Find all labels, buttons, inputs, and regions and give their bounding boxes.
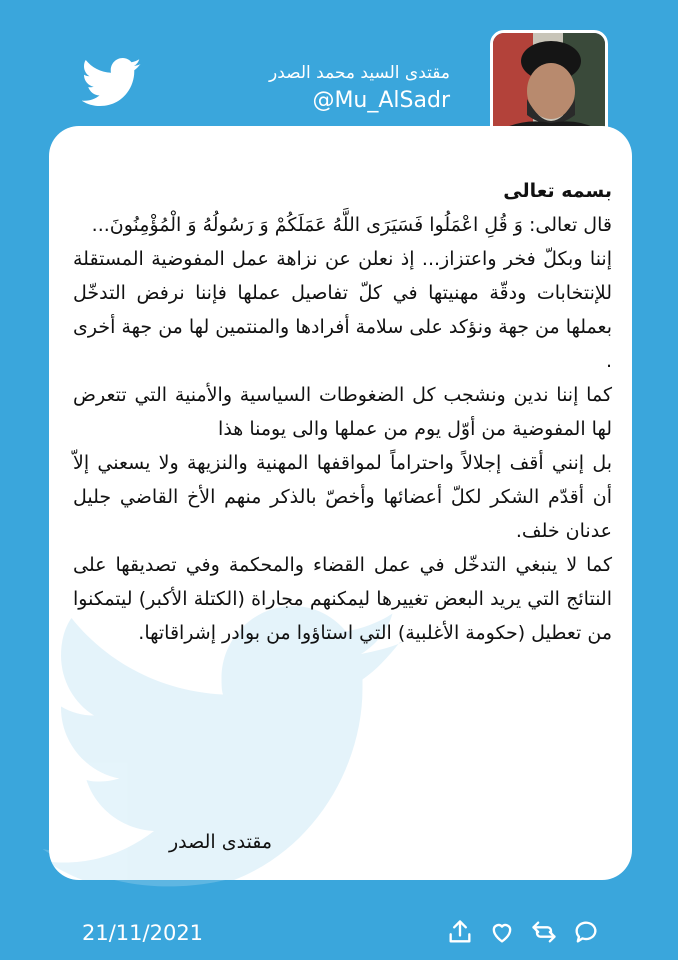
share-icon[interactable] bbox=[446, 918, 474, 946]
tweet-paragraph: كما إننا ندين ونشجب كل الضغوطات السياسية والأمنية التي تتعرض لها المفوضية من أوّل يوم من عملها والى يومنا هذا bbox=[73, 384, 612, 440]
author-block[interactable] bbox=[269, 62, 450, 116]
tweet-date: 21/11/2021 bbox=[82, 921, 204, 945]
tweet-actions bbox=[446, 918, 600, 946]
basmala-heading: بسمه تعالى bbox=[503, 180, 612, 202]
tweet-paragraph: قال تعالى: وَ قُلِ اعْمَلُوا فَسَيَرَى اللَّهُ عَمَلَكُمْ وَ رَسُولُهُ وَ الْمُؤْمِنُونَ... bbox=[91, 214, 612, 236]
twitter-logo-icon bbox=[82, 58, 142, 108]
author-display-name: مقتدى السيد محمد الصدر bbox=[268, 63, 450, 83]
tweet-signature: مقتدى الصدر bbox=[169, 831, 273, 853]
tweet-paragraph: إننا وبكلّ فخر واعتزاز... إذ نعلن عن نزاهة عمل المفوضية المستقلة للإنتخابات ودقّة مهنيتها في كلّ تفاصيل عملها فإننا نرفض التدخّل بعملها من جهة ونؤكد على سلامة أفرادها والمنتمين لها من جهة أخرى . bbox=[73, 248, 612, 372]
tweet-body bbox=[49, 126, 632, 650]
reply-icon[interactable] bbox=[572, 918, 600, 946]
tweet-card bbox=[49, 126, 632, 880]
tweet-paragraph: بل إنني أقف إجلالاً واحتراماً لمواقفها المهنية والنزيهة ولا يسعني إلاّ أن أقدّم الشكر لكلّ أعضائها وأخصّ بالذكر منهم الأخ القاضي جليل عدنان خلف. bbox=[73, 452, 612, 542]
author-username[interactable]: @Mu_AlSadr bbox=[312, 88, 450, 113]
tweet-paragraph: كما لا ينبغي التدخّل في عمل القضاء والمحكمة وفي تصديقها على النتائج التي يريد البعض تغييرها ليمكنهم مجاراة (الكتلة الأكبر) ليتمكنوا من تعطيل (حكومة الأغلبية) التي استاؤوا من بوادر إشراقاتها. bbox=[73, 554, 612, 644]
retweet-icon[interactable] bbox=[530, 918, 558, 946]
like-icon[interactable] bbox=[488, 918, 516, 946]
